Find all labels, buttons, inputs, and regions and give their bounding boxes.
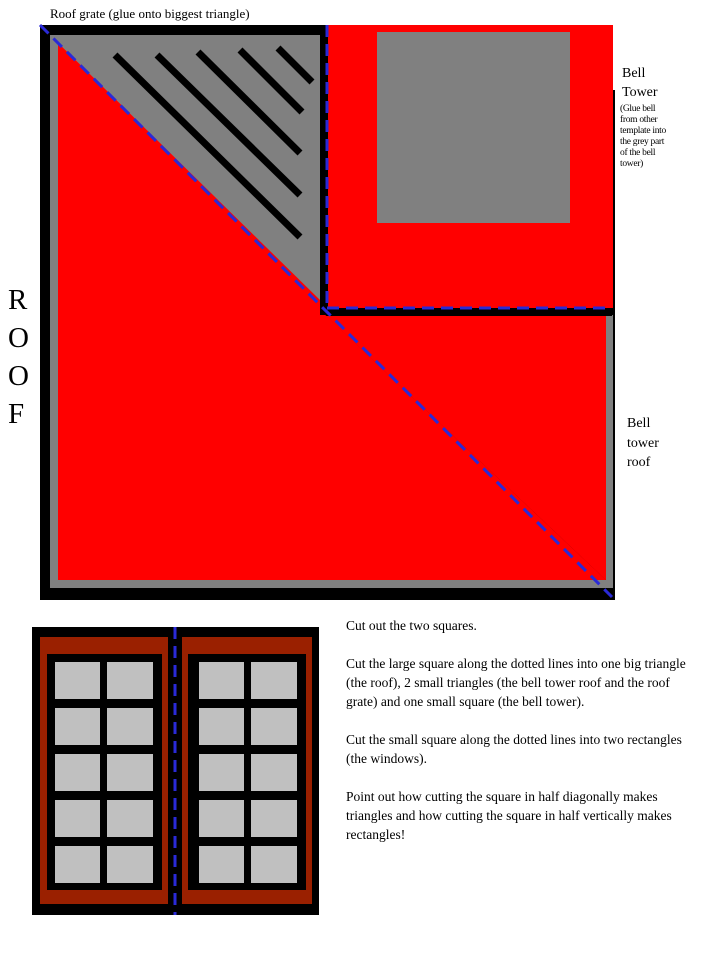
- window-pane: [251, 800, 297, 837]
- window-pane: [107, 662, 153, 699]
- bell-tower-note-line4: the grey part: [620, 137, 665, 147]
- window-pane: [251, 846, 297, 883]
- window-pane: [199, 754, 244, 791]
- bell-tower-note-line3: template into: [620, 126, 666, 136]
- roof-letter-o1: O: [8, 322, 29, 354]
- window-pane: [55, 800, 100, 837]
- instructions: [346, 616, 686, 863]
- roof-letter-o2: O: [8, 360, 29, 392]
- window-pane: [55, 708, 100, 745]
- roof-grate-label: Roof grate (glue onto biggest triangle): [50, 6, 250, 21]
- bell-tower-note-line2: from other: [620, 115, 658, 125]
- window-pane: [55, 846, 100, 883]
- bell-tower-roof-label-line3: roof: [627, 455, 651, 470]
- large-square: [40, 25, 623, 600]
- bell-tower-grey-slot: [377, 32, 570, 223]
- window-pane: [55, 754, 100, 791]
- window-pane: [107, 800, 153, 837]
- window-pane: [251, 708, 297, 745]
- small-square-windows: [32, 627, 319, 915]
- roof-letter-f: F: [8, 398, 25, 430]
- window-pane: [251, 754, 297, 791]
- window-pane: [55, 662, 100, 699]
- window-pane: [199, 662, 244, 699]
- instruction-step-1: Cut out the two squares.: [346, 618, 477, 633]
- bell-tower-label-line1: Bell: [622, 66, 646, 81]
- bell-tower-note-line5: of the bell: [620, 148, 656, 158]
- bell-tower-roof-edge: [606, 316, 612, 588]
- bell-tower-note-line1: (Glue bell: [620, 104, 656, 114]
- bell-tower-roof-label-line2: tower: [627, 436, 659, 451]
- window-pane: [107, 754, 153, 791]
- window-pane: [251, 662, 297, 699]
- window-pane: [107, 846, 153, 883]
- instruction-step-2: Cut the large square along the dotted lines into one big triangle (the roof), 2 small triangles (the bell tower roof and the roof grate) and one small square (the bell tower).: [346, 656, 686, 709]
- bell-tower-label-line2: Tower: [622, 85, 658, 100]
- instruction-step-3: Cut the small square along the dotted lines into two rectangles (the windows).: [346, 732, 682, 766]
- window-pane: [199, 846, 244, 883]
- roof-letter-r: R: [8, 284, 28, 316]
- window-pane: [199, 708, 244, 745]
- instruction-step-4: Point out how cutting the square in half diagonally makes triangles and how cutting the square in half vertically makes rectangles!: [346, 789, 672, 842]
- window-pane: [199, 800, 244, 837]
- bell-tower-note-line6: tower): [620, 159, 643, 169]
- window-pane: [107, 708, 153, 745]
- bell-tower-roof-label-line1: Bell: [627, 416, 651, 431]
